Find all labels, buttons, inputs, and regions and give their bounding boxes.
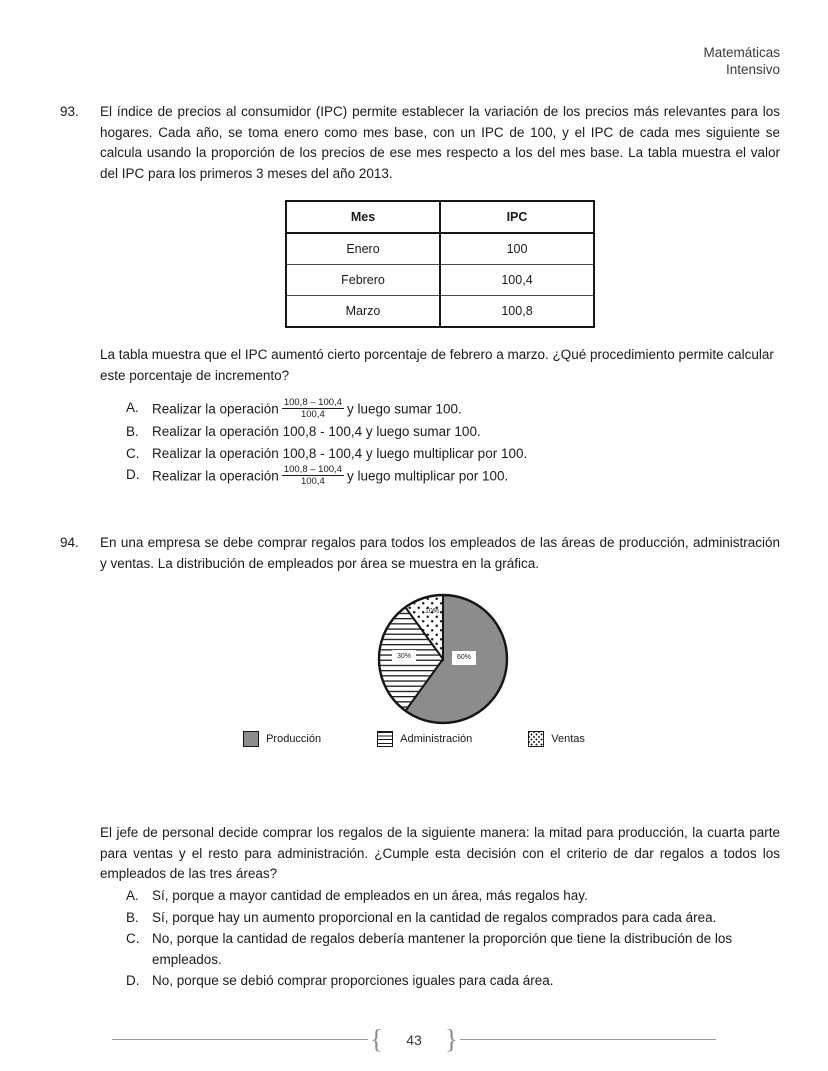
table-row (286, 233, 594, 265)
question-94-stem: En una empresa se debe comprar regalos para todos los empleados de las áreas de producción, administración y ventas. La distribución de empleados por área se muestra en la gráfica. (100, 535, 780, 571)
footer-rule-left (112, 1039, 368, 1040)
option-b-letter: B. (126, 909, 139, 925)
page-footer (0, 1026, 828, 1053)
pie-chart (376, 592, 510, 726)
table-header-ipc: IPC (440, 201, 594, 233)
option-d-text (152, 465, 780, 488)
ipc-table (285, 200, 595, 328)
legend-swatch-dots-icon (528, 731, 544, 747)
fraction-denominator: 100,4 (300, 409, 325, 420)
legend-swatch-lines-icon (377, 731, 393, 747)
option-d-post: y luego multiplicar por 100. (346, 468, 509, 484)
option-b-text: Realizar la operación 100,8 - 100,4 y luego sumar 100. (152, 424, 481, 439)
question-93 (60, 102, 780, 184)
question-94-prompt: El jefe de personal decide comprar los regalos de la siguiente manera: la mitad para producción, la cuarta parte para ventas y el resto para administración. ¿Cumple esta decisión con el criterio de dar regalos a todos los empleados de las tres áreas? (100, 825, 780, 881)
option-c-text: Realizar la operación 100,8 - 100,4 y luego multiplicar por 100. (152, 445, 528, 461)
option-c[interactable] (126, 929, 780, 970)
legend-label-produccion: Producción (266, 733, 322, 745)
question-93-number: 93. (60, 104, 79, 119)
option-d[interactable] (126, 465, 780, 488)
option-c-letter: C. (126, 931, 140, 946)
legend-item-produccion (243, 731, 321, 747)
page-number: 43 (406, 1031, 422, 1048)
fraction-numerator: 100,8 – 100,4 (283, 397, 342, 408)
option-d-pre: Realizar la operación (152, 468, 279, 484)
header-subject: Matemáticas (703, 45, 780, 60)
table-header-row (286, 201, 594, 233)
option-d-text: No, porque se debió comprar proporciones iguales para cada área. (152, 973, 554, 988)
option-b[interactable] (126, 908, 780, 929)
pie-label-produccion: 60% (452, 651, 476, 665)
option-a-letter: A. (126, 888, 139, 903)
question-94-options (126, 886, 780, 993)
employee-distribution-chart (0, 592, 828, 752)
option-a[interactable] (126, 886, 780, 907)
legend-label-administracion: Administración (400, 733, 473, 745)
option-c-text: No, porque la cantidad de regalos debería mantener la proporción que tiene la distribución de los empleados. (152, 931, 733, 967)
option-a-letter: A. (126, 400, 139, 415)
option-d-letter: D. (126, 973, 140, 988)
legend-item-administracion (377, 731, 472, 747)
option-b-text: Sí, porque hay un aumento proporcional en la cantidad de regalos comprados para cada área. (152, 909, 717, 925)
legend-label-ventas: Ventas (551, 733, 585, 745)
option-a-fraction (282, 397, 344, 420)
header-modality: Intensivo (725, 62, 780, 77)
option-c-letter: C. (126, 445, 140, 461)
option-b[interactable] (126, 422, 780, 443)
chart-legend (0, 731, 828, 747)
pie-label-administracion: 30% (392, 650, 416, 664)
fraction-numerator: 100,8 – 100,4 (283, 464, 342, 475)
option-d[interactable] (126, 971, 780, 992)
option-d-fraction (282, 464, 344, 487)
option-b-letter: B. (126, 424, 139, 439)
question-93-prompt: La tabla muestra que el IPC aumentó cierto porcentaje de febrero a marzo. ¿Qué procedimiento permite calcular este porcentaje de incremento? (100, 347, 774, 383)
option-a-pre: Realizar la operación (152, 401, 279, 417)
option-a[interactable] (126, 398, 780, 421)
table-cell-ipc: 100 (440, 233, 594, 265)
question-94-number: 94. (60, 535, 79, 550)
question-94 (60, 533, 780, 574)
fraction-denominator: 100,4 (300, 476, 325, 487)
question-93-stem: El índice de precios al consumidor (IPC) permite establecer la variación de los precios más relevantes para los hogares. Cada año, se toma enero como mes base, con un IPC de 100, y el IPC de cada mes siguiente se calcula usando la proporción de los precios de ese mes respecto a los del mes base. La tabla muestra el valor del IPC para los primeros 3 meses del año 2013. (100, 104, 780, 181)
footer-brace-left: { (370, 1024, 383, 1054)
option-a-text: Sí, porque a mayor cantidad de empleados en un área, más regalos hay. (152, 888, 588, 903)
option-d-letter: D. (126, 467, 140, 482)
table-cell-ipc: 100,8 (440, 296, 594, 328)
option-c[interactable] (126, 444, 780, 465)
legend-item-ventas (528, 731, 585, 747)
table-row (286, 265, 594, 296)
option-a-text (152, 398, 780, 421)
question-93-options (126, 398, 780, 489)
table-cell-month: Enero (286, 233, 440, 265)
table-cell-month: Marzo (286, 296, 440, 328)
option-a-post: y luego sumar 100. (346, 401, 462, 417)
page-header (703, 44, 780, 78)
ipc-table-container (285, 200, 595, 328)
table-cell-ipc: 100,4 (440, 265, 594, 296)
table-row (286, 296, 594, 328)
footer-brace-right: } (445, 1024, 458, 1054)
footer-rule-right (460, 1039, 716, 1040)
pie-label-ventas: 10% (425, 608, 440, 615)
table-header-mes: Mes (286, 201, 440, 233)
legend-swatch-solid-icon (243, 731, 259, 747)
table-cell-month: Febrero (286, 265, 440, 296)
